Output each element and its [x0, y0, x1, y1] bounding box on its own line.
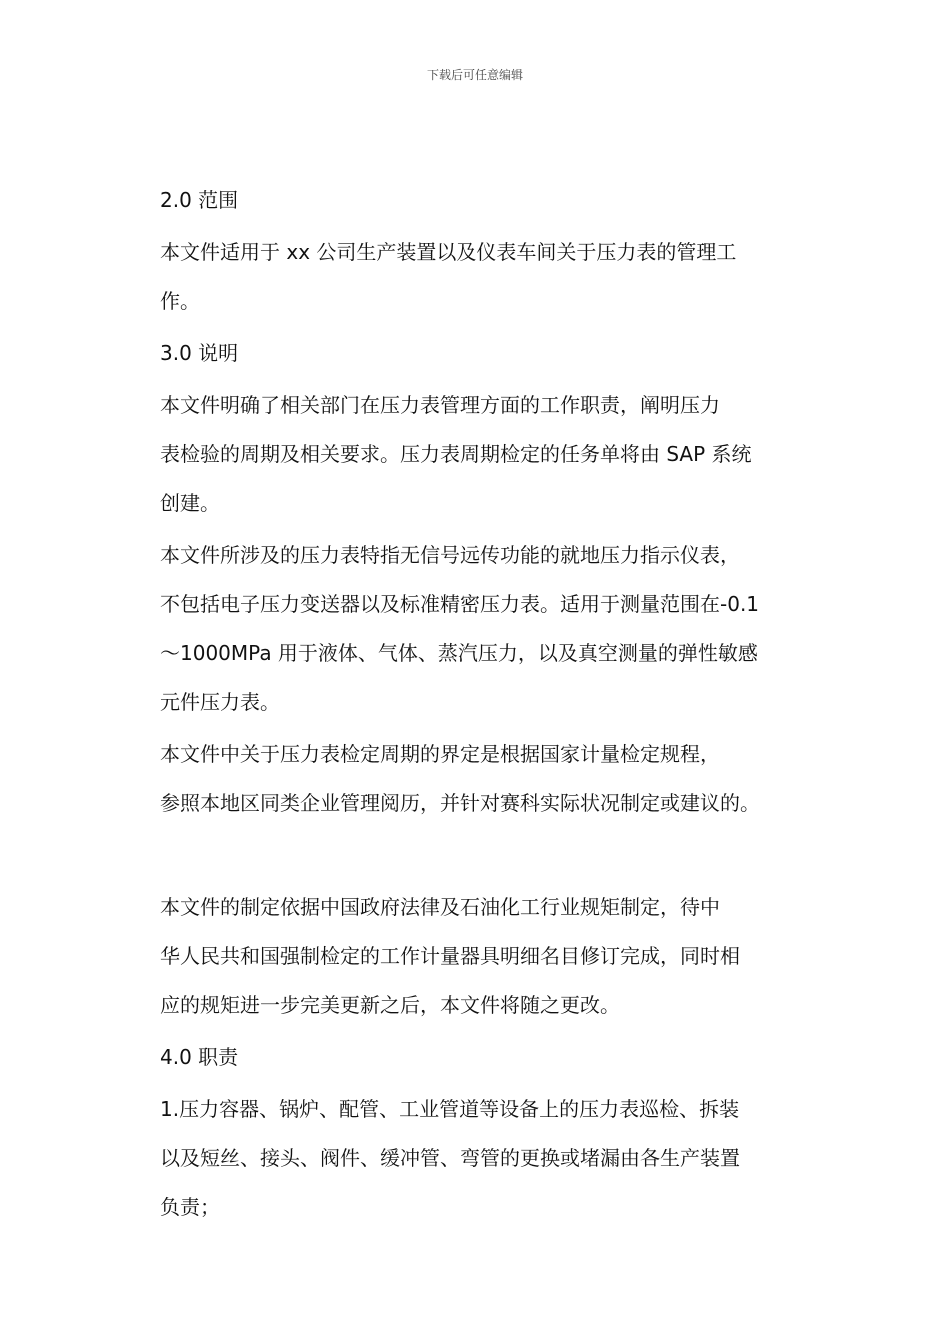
text-line: ～1000MPa 用于液体、气体、蒸汽压力，以及真空测量的弹性敏感 — [160, 641, 758, 665]
paragraph-description-1 — [146, 381, 836, 528]
text-line: 本文件的制定依据中国政府法律及石油化工行业规矩制定，待中 — [160, 895, 720, 919]
document-body — [146, 176, 836, 1235]
paragraph-description-3 — [146, 730, 836, 828]
text-line: 负责； — [160, 1195, 220, 1219]
text-line: 1.压力容器、锅炉、配管、工业管道等设备上的压力表巡检、拆装 — [160, 1097, 740, 1121]
text-line: 应的规矩进一步完美更新之后，本文件将随之更改。 — [160, 993, 620, 1017]
paragraph-description-4 — [146, 883, 836, 1030]
blank-line — [146, 831, 836, 883]
page-header: 下载后可任意编辑 — [426, 68, 523, 82]
text-line: 作。 — [160, 289, 200, 313]
text-line: 本文件中关于压力表检定周期的界定是根据国家计量检定规程， — [160, 742, 720, 766]
text-line: 华人民共和国强制检定的工作计量器具明细名目修订完成，同时相 — [160, 944, 740, 968]
paragraph-description-2 — [146, 531, 836, 727]
text-line: 参照本地区同类企业管理阅历，并针对赛科实际状况制定或建议的。 — [160, 791, 760, 815]
text-line: 创建。 — [160, 491, 220, 515]
text-line: 本文件所涉及的压力表特指无信号远传功能的就地压力指示仪表， — [160, 543, 740, 567]
paragraph-responsibility-1 — [146, 1085, 836, 1232]
text-line: 元件压力表。 — [160, 690, 280, 714]
section-heading-description: 3.0 说明 — [160, 341, 239, 365]
text-line: 本文件适用于 xx 公司生产装置以及仪表车间关于压力表的管理工 — [160, 240, 737, 264]
paragraph-scope — [146, 228, 836, 326]
section-heading-responsibilities: 4.0 职责 — [160, 1045, 239, 1069]
section-heading-scope: 2.0 范围 — [160, 188, 239, 212]
text-line: 表检验的周期及相关要求。压力表周期检定的任务单将由 SAP 系统 — [160, 442, 752, 466]
text-line: 本文件明确了相关部门在压力表管理方面的工作职责，阐明压力 — [160, 393, 720, 417]
text-line: 以及短丝、接头、阀件、缓冲管、弯管的更换或堵漏由各生产装置 — [160, 1146, 740, 1170]
text-line: 不包括电子压力变送器以及标准精密压力表。适用于测量范围在-0.1 — [160, 592, 760, 616]
